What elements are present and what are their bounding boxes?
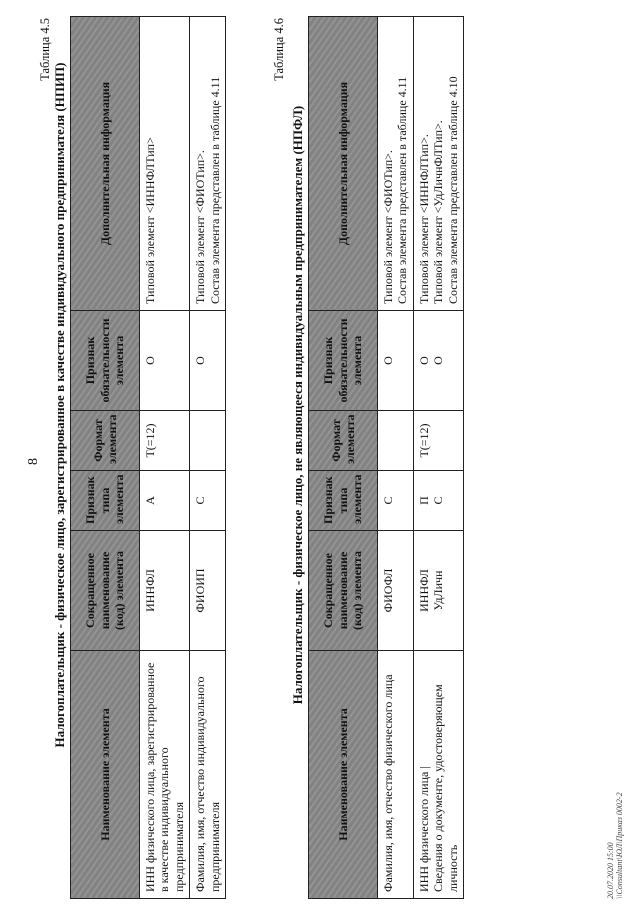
header-info: Дополнительная информация bbox=[309, 17, 378, 311]
info-line: Состав элемента представлен в таблице 4.11 bbox=[395, 76, 410, 304]
type-line: П bbox=[416, 496, 431, 505]
header-format: Формат элемента bbox=[71, 411, 140, 471]
table-row bbox=[190, 17, 226, 899]
cell-info bbox=[140, 17, 190, 311]
table-4-6-title: Налогоплательщик - физическое лицо, не являющееся индивидуальным предпринимателем (НПФЛ) bbox=[290, 105, 305, 705]
table-4-5-title: Налогоплательщик - физическое лицо, зарегистрированное в качестве индивидуального предпринимателя (НПИП) bbox=[52, 62, 67, 748]
cell-required bbox=[413, 311, 463, 411]
table-4-5-label: Таблица 4.5 bbox=[38, 18, 52, 81]
cell-name: Фамилия, имя, отчество индивидуального предпринимателя bbox=[190, 651, 226, 899]
header-code: Сокращенное наименование (код) элемента bbox=[71, 531, 140, 651]
cell-name: Фамилия, имя, отчество физического лица bbox=[378, 651, 414, 899]
table-row bbox=[140, 17, 190, 899]
type-line: С bbox=[431, 496, 446, 505]
cell-required: О bbox=[190, 311, 226, 411]
cell-type: С bbox=[190, 471, 226, 531]
cell-code bbox=[413, 531, 463, 651]
cell-format bbox=[190, 411, 226, 471]
info-line: Типовой элемент <ФИОТип>. bbox=[381, 150, 395, 304]
header-type: Признак типа элемента bbox=[71, 471, 140, 531]
header-info: Дополнительная информация bbox=[71, 17, 140, 311]
cell-required: О bbox=[140, 311, 190, 411]
format-line: T(=12) bbox=[416, 423, 431, 458]
cell-info bbox=[413, 17, 463, 311]
code-line: ИННФЛ bbox=[416, 569, 431, 612]
page-number: 8 bbox=[26, 458, 41, 465]
cell-code: ИННФЛ bbox=[140, 531, 190, 651]
cell-type: С bbox=[378, 471, 414, 531]
header-required: Признак обязательности элемента bbox=[71, 311, 140, 411]
table-header-row bbox=[309, 17, 378, 899]
info-line: Типовой элемент <УдЛичнФЛТип>. bbox=[431, 120, 446, 304]
table-row bbox=[413, 17, 463, 899]
required-line: О bbox=[431, 356, 446, 365]
print-footer bbox=[606, 792, 624, 899]
table-4-6-label: Таблица 4.6 bbox=[272, 18, 286, 81]
header-name: Наименование элемента bbox=[309, 651, 378, 899]
table-4-6 bbox=[308, 16, 464, 899]
info-line: Состав элемента представлен в таблице 4.11 bbox=[207, 76, 222, 304]
table-row bbox=[378, 17, 414, 899]
required-line: О bbox=[416, 356, 431, 365]
info-line: Типовой элемент <ИННФЛТип> bbox=[143, 137, 157, 304]
header-required: Признак обязательности элемента bbox=[309, 311, 378, 411]
info-line: Типовой элемент <ИННФЛТип>. bbox=[416, 134, 431, 304]
info-line: Состав элемента представлен в таблице 4.10 bbox=[445, 76, 460, 304]
cell-required: О bbox=[378, 311, 414, 411]
cell-name bbox=[413, 651, 463, 899]
cell-format bbox=[378, 411, 414, 471]
name-line: Сведения о документе, удостоверяющем личность bbox=[431, 684, 460, 892]
header-name: Наименование элемента bbox=[71, 651, 140, 899]
table-header-row bbox=[71, 17, 140, 899]
cell-info bbox=[378, 17, 414, 311]
footer-date: 20.07.2020 15:00 bbox=[606, 842, 615, 899]
header-format: Формат элемента bbox=[309, 411, 378, 471]
info-line: Типовой элемент <ФИОТип>. bbox=[193, 150, 208, 304]
cell-type: А bbox=[140, 471, 190, 531]
name-line: ИНН физического лица | bbox=[416, 766, 431, 892]
cell-info bbox=[190, 17, 226, 311]
cell-code: ФИОФЛ bbox=[378, 531, 414, 651]
cell-name: ИНН физического лица, зарегистрированное в качестве индивидуального предпринимателя bbox=[140, 651, 190, 899]
cell-format: T(=12) bbox=[140, 411, 190, 471]
table-4-5 bbox=[70, 16, 226, 899]
footer-path: \\Consultant\ЮЛ\Приказ 0002-2 bbox=[615, 792, 625, 899]
cell-format bbox=[413, 411, 463, 471]
header-type: Признак типа элемента bbox=[309, 471, 378, 531]
cell-code: ФИОИП bbox=[190, 531, 226, 651]
code-line: УдЛичн bbox=[431, 570, 446, 611]
header-code: Сокращенное наименование (код) элемента bbox=[309, 531, 378, 651]
cell-type bbox=[413, 471, 463, 531]
